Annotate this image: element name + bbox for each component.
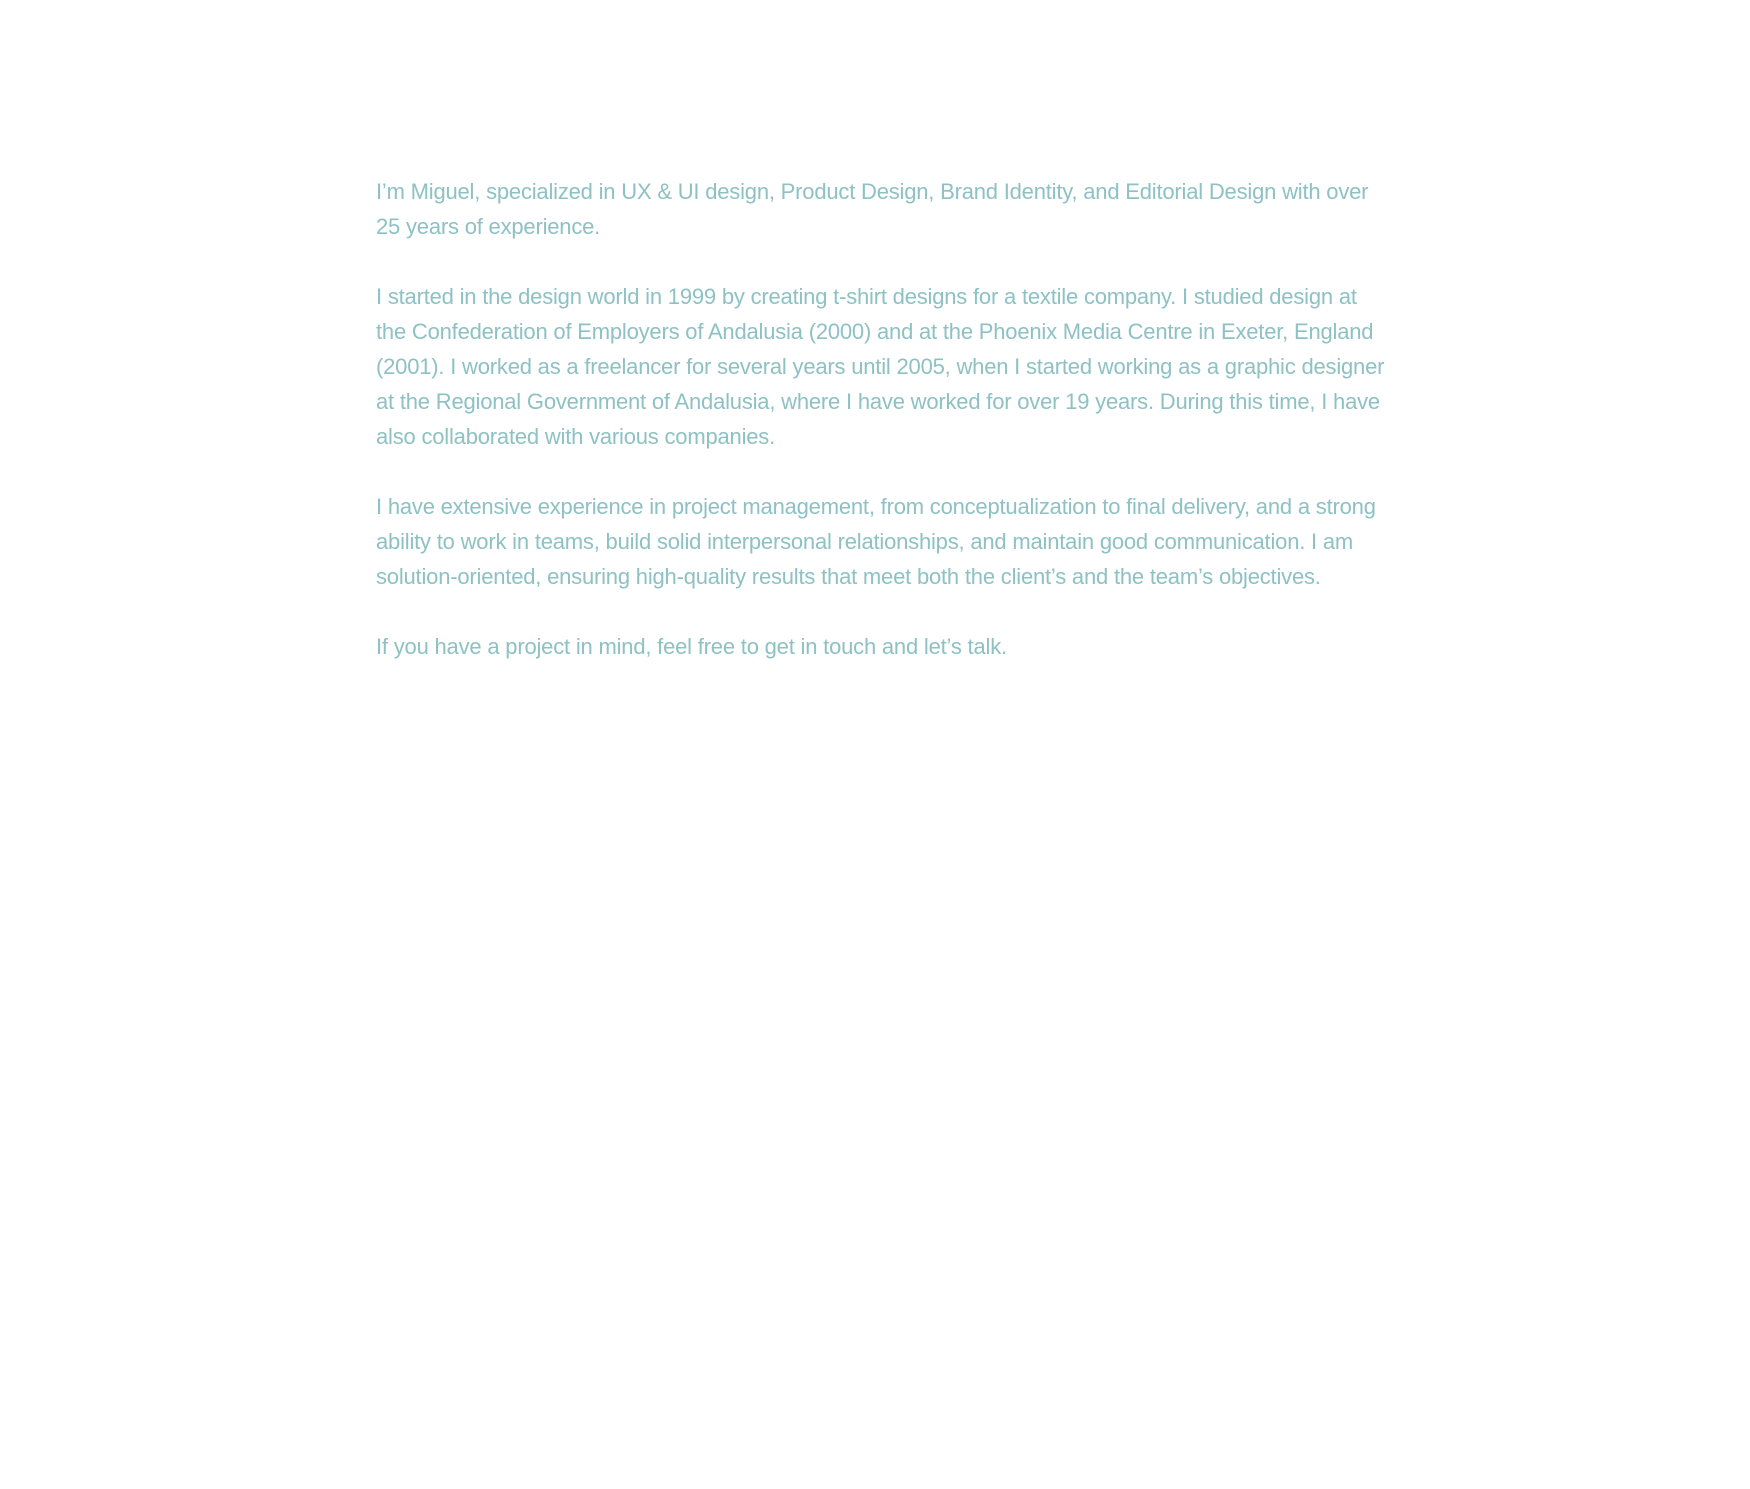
about-section — [376, 174, 1386, 699]
intro-paragraph: I’m Miguel, specialized in UX & UI design, Product Design, Brand Identity, and Editorial Design with over 25 years of experience. — [376, 179, 1369, 239]
history-paragraph: I started in the design world in 1999 by creating t-shirt designs for a textile company. I studied design at the Confederation of Employers of Andalusia (2000) and at the Phoenix Media Centre in Exeter, England (2001). I worked as a freelancer for several years until 2005, when I started working as a graphic designer at the Regional Government of Andalusia, where I have worked for over 19 years. During this time, I have also collaborated with various companies. — [376, 284, 1385, 449]
contact-paragraph: If you have a project in mind, feel free to get in touch and let’s talk. — [376, 634, 1007, 659]
skills-paragraph: I have extensive experience in project management, from conceptualization to final delivery, and a strong ability to work in teams, build solid interpersonal relationships, and maintain good communication. I am solution-oriented, ensuring high-quality results that meet both the client’s and the team’s objectives. — [376, 494, 1376, 589]
